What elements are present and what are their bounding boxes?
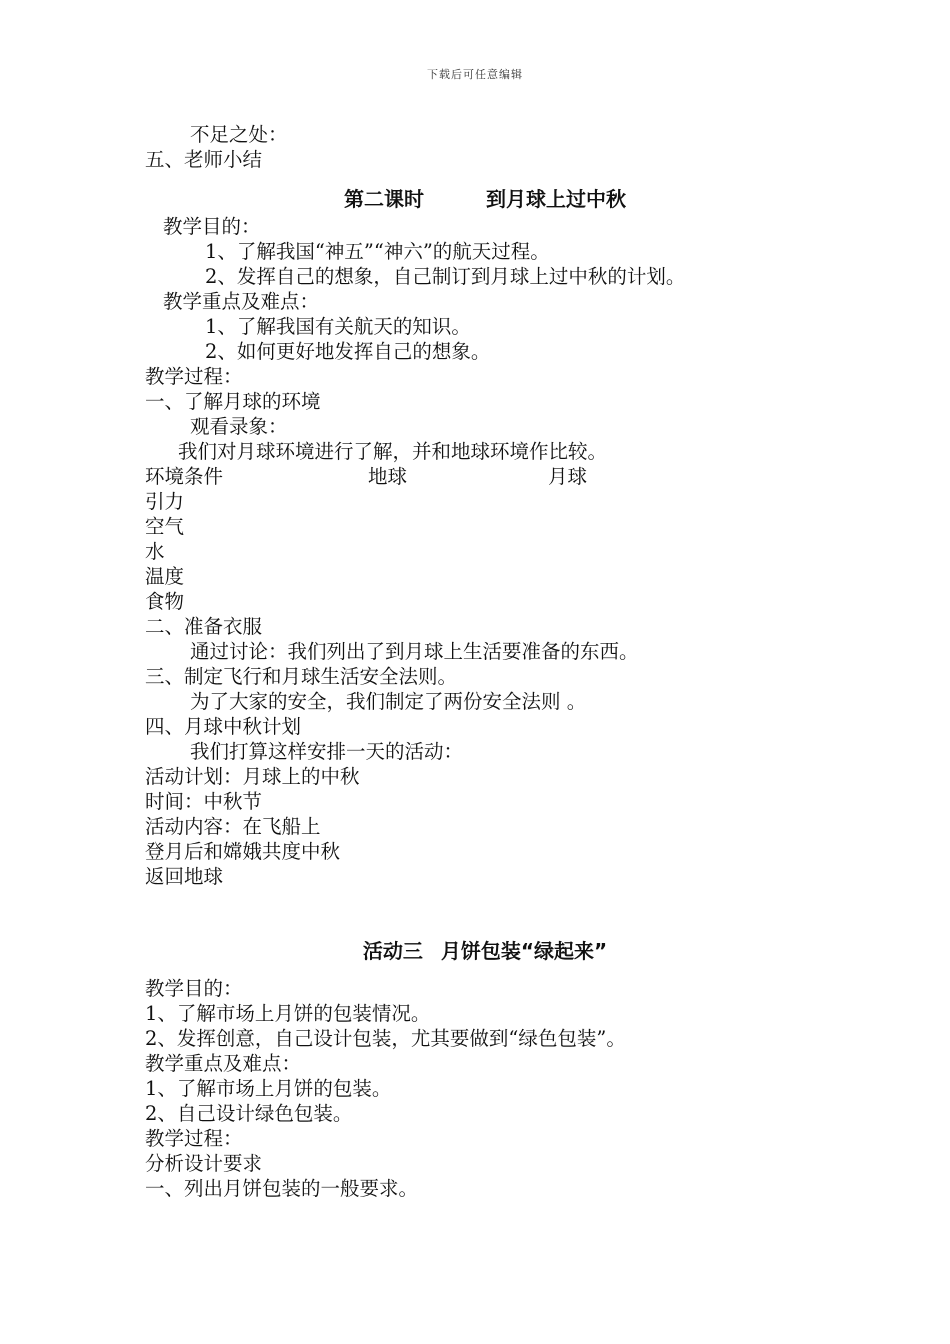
activity3-goal-1: 1、了解市场上月饼的包装情况。 xyxy=(145,1002,431,1025)
activity3-title xyxy=(145,939,825,964)
document-body xyxy=(145,122,825,1201)
lesson2-key-2: 2、如何更好地发挥自己的想象。 xyxy=(205,340,491,363)
lesson2-step4-text: 我们打算这样安排一天的活动： xyxy=(190,740,464,763)
table-col-condition: 环境条件 xyxy=(145,465,224,488)
lesson2-goals-label: 教学目的： xyxy=(163,215,261,238)
activity3-process-label: 教学过程： xyxy=(145,1127,243,1150)
plan-content: 活动内容：在飞船上 xyxy=(145,815,321,838)
table-row-air: 空气 xyxy=(145,515,185,538)
lesson2-step3-title: 三、制定飞行和月球生活安全法则。 xyxy=(145,665,458,688)
lesson2-title-topic: 到月球上过中秋 xyxy=(486,187,626,211)
activity3-goals-label: 教学目的： xyxy=(145,977,243,1000)
lesson2-step2-text: 通过讨论：我们列出了到月球上生活要准备的东西。 xyxy=(190,640,639,663)
lesson2-title xyxy=(145,187,825,212)
teacher-summary-heading: 五、老师小结 xyxy=(145,148,263,171)
lesson2-step1-watch: 观看录象： xyxy=(190,415,288,438)
table-row-temperature: 温度 xyxy=(145,565,185,588)
table-row-water: 水 xyxy=(145,540,165,563)
activity3-key-1: 1、了解市场上月饼的包装。 xyxy=(145,1077,392,1100)
lesson2-step3-text: 为了大家的安全，我们制定了两份安全法则 。 xyxy=(190,690,587,713)
spacer xyxy=(145,889,825,939)
lesson2-key-label: 教学重点及难点： xyxy=(163,290,320,313)
table-col-moon: 月球 xyxy=(548,465,588,488)
shortcomings-line: 不足之处： xyxy=(190,123,288,146)
lesson2-key-1: 1、了解我国有关航天的知识。 xyxy=(205,315,471,338)
activity3-title-topic: 月饼包装“绿起来” xyxy=(440,939,608,963)
activity3-title-label: 活动三 xyxy=(362,939,423,963)
activity3-analysis: 分析设计要求 xyxy=(145,1152,263,1175)
plan-item-2: 登月后和嫦娥共度中秋 xyxy=(145,840,341,863)
activity3-step1: 一、列出月饼包装的一般要求。 xyxy=(145,1177,419,1200)
lesson2-process-label: 教学过程： xyxy=(145,365,243,388)
lesson2-step1-compare: 我们对月球环境进行了解，并和地球环境作比较。 xyxy=(178,440,608,463)
activity3-key-label: 教学重点及难点： xyxy=(145,1052,302,1075)
plan-item-3: 返回地球 xyxy=(145,865,224,888)
table-row-gravity: 引力 xyxy=(145,490,185,513)
lesson2-step1-title: 一、了解月球的环境 xyxy=(145,390,321,413)
lesson2-goal-1: 1、了解我国“神五”“神六”的航天过程。 xyxy=(205,240,550,263)
plan-name: 活动计划：月球上的中秋 xyxy=(145,765,360,788)
lesson2-title-period: 第二课时 xyxy=(344,187,424,211)
lesson2-step2-title: 二、准备衣服 xyxy=(145,615,263,638)
plan-time: 时间：中秋节 xyxy=(145,790,263,813)
activity3-goal-2: 2、发挥创意，自己设计包装，尤其要做到“绿色包装”。 xyxy=(145,1027,626,1050)
lesson2-goal-2: 2、发挥自己的想象，自己制订到月球上过中秋的计划。 xyxy=(205,265,686,288)
lesson2-step4-title: 四、月球中秋计划 xyxy=(145,715,302,738)
page-header-watermark: 下载后可任意编辑 xyxy=(427,68,523,81)
table-row-food: 食物 xyxy=(145,590,185,613)
table-col-earth: 地球 xyxy=(368,465,408,488)
activity3-key-2: 2、自己设计绿色包装。 xyxy=(145,1102,353,1125)
environment-table-header xyxy=(145,464,825,489)
